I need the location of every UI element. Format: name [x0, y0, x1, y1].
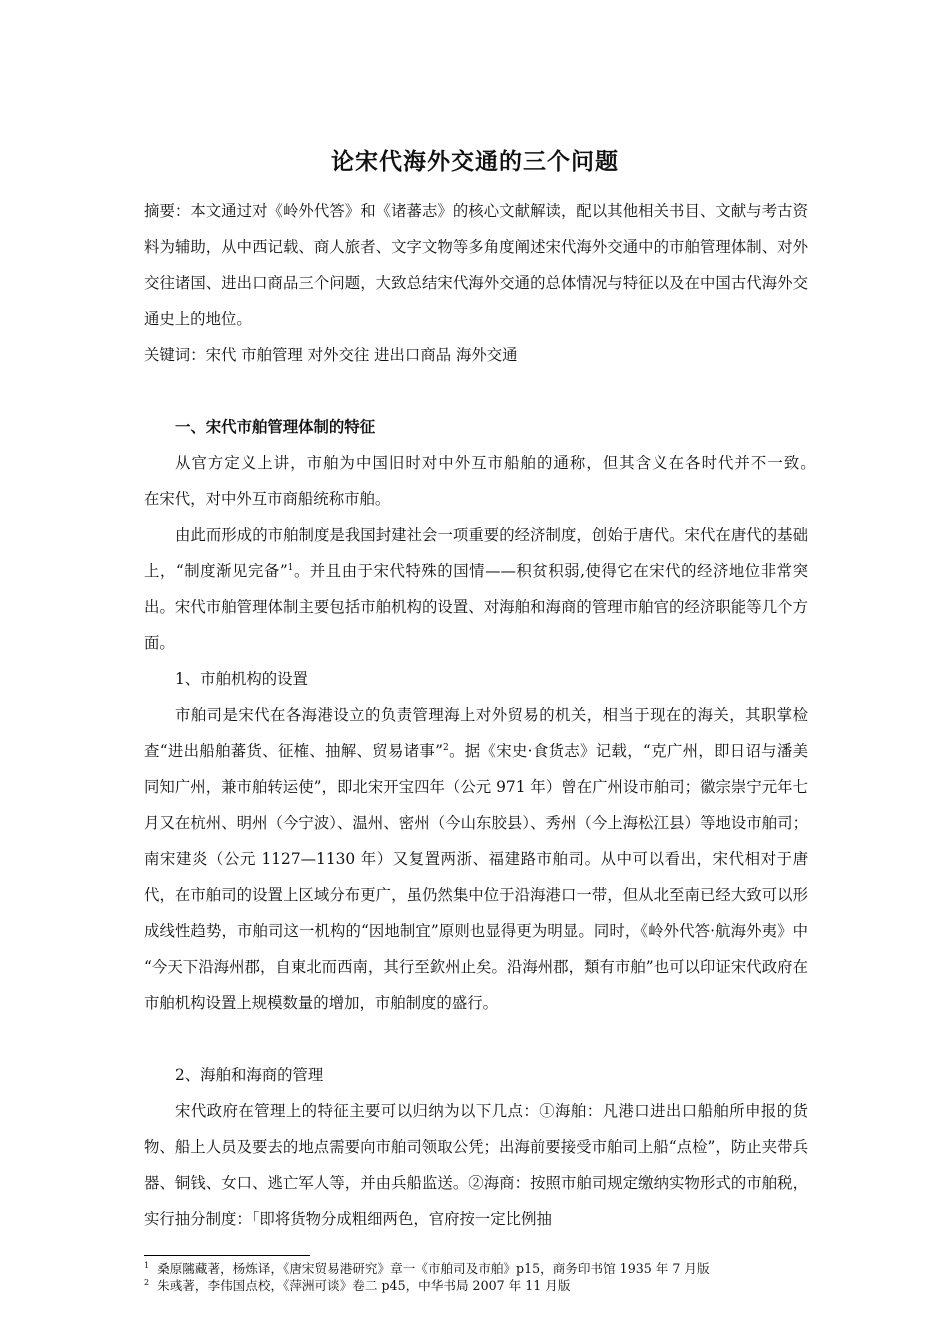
- body-paragraph-1: 从官方定义上讲，市舶为中国旧时对中外互市船舶的通称，但其含义在各时代并不一致。 在宋代，对中外互市商船统称市舶。: [144, 454, 839, 508]
- footnote-number: 2: [144, 1277, 150, 1287]
- footnote-ref-1: 1: [287, 562, 294, 573]
- subsection-heading-1: 1、市舶机构的设置: [175, 670, 308, 688]
- footnote-number: 1: [144, 1260, 150, 1270]
- paragraph-text: 由此而形成的市舶制度是我国封建社会一项重要的经济制度，创始于唐代。宋代在唐代的基础上，“制度渐见完备”: [144, 526, 808, 580]
- footnote-2: [144, 1277, 570, 1294]
- footnote-text: 桑原隲藏著，杨炼译，《唐宋贸易港研究》章一《市舶司及市舶》p15，商务印书馆 1935 年 7 月版: [157, 1261, 710, 1276]
- document-title: 论宋代海外交通的三个问题: [331, 148, 619, 175]
- footnote-text: 朱彧著，李伟国点校，《萍洲可谈》卷二 p45，中华书局 2007 年 11 月版: [157, 1278, 571, 1293]
- paragraph-text: 。据《宋史·食货志》记载，“克广州，即日诏与潘美同知广州，兼市舶转运使”，即北宋开宝四年（公元 971 年）曾在广州设市舶司；徽宗崇宁元年七月又在杭州、明州（今宁波）、温州、密州（今山东胶县）、秀州（今上海松江县）等地设市舶司；南宋建炎（公元 1127—1130 年）又复置两浙、福建路市舶司。从中可以看出，宋代相对于唐代，在市舶司的设置上区域分布更广，虽仍然集中位于沿海港口一带，但从北至南已经大致可以形成线性趋势，市舶司这一机构的“因地制宜”原则也显得更为明显。同时，《岭外代答·航海外夷》中 “今天下沿海州郡，自東北而西南，其行至欽州止矣。沿海州郡，類有市舶”也可以印证宋代政府在市舶机构设置上规模数量的增加，市舶制度的盛行。: [144, 742, 808, 1012]
- abstract-paragraph: 摘要：本文通过对《岭外代答》和《诸蕃志》的核心文献解读，配以其他相关书目、文献与考古资料为辅助，从中西记载、商人旅者、文字文物等多角度阐述宋代海外交通中的市舶管理体制、对外交往诸国、进出口商品三个问题，大致总结宋代海外交通的总体情况与特征以及在中国古代海外交通史上的地位。: [144, 202, 808, 328]
- keywords-line: 关键词：宋代 市舶管理 对外交往 进出口商品 海外交通: [144, 346, 518, 364]
- body-paragraph-2: [144, 517, 808, 661]
- body-paragraph-3: [144, 697, 808, 1021]
- section-heading-1: 一、宋代市舶管理体制的特征: [175, 418, 376, 436]
- paragraph-text: 。并且由于宋代特殊的国情——积贫积弱,使得它在宋代的经济地位非常突出。宋代市舶管理体制主要包括市舶机构的设置、对海舶和海商的管理市舶官的经济职能等几个方面。: [144, 562, 808, 652]
- subsection-heading-2: 2、海舶和海商的管理: [175, 1066, 324, 1084]
- body-paragraph-4: 宋代政府在管理上的特征主要可以归纳为以下几点：①海舶：凡港口进出口船舶所申报的货物、船上人员及要去的地点需要向市舶司领取公凭；出海前要接受市舶司上船“点检”，防止夹带兵器、铜钱、女口、逃亡军人等，并由兵船监送。②海商：按照市舶司规定缴纳实物形式的市舶税，实行抽分制度：「即将货物分成粗细两色，官府按一定比例抽: [144, 1102, 808, 1228]
- footnote-1: [144, 1260, 710, 1277]
- footnote-ref-2: 2: [443, 742, 449, 753]
- footnote-separator: [144, 1255, 310, 1256]
- paragraph-text: 市舶司是宋代在各海港设立的负责管理海上对外贸易的机关，相当于现在的海关，其职掌检查“进出船舶蕃货、征榷、抽解、贸易诸事”: [144, 706, 808, 760]
